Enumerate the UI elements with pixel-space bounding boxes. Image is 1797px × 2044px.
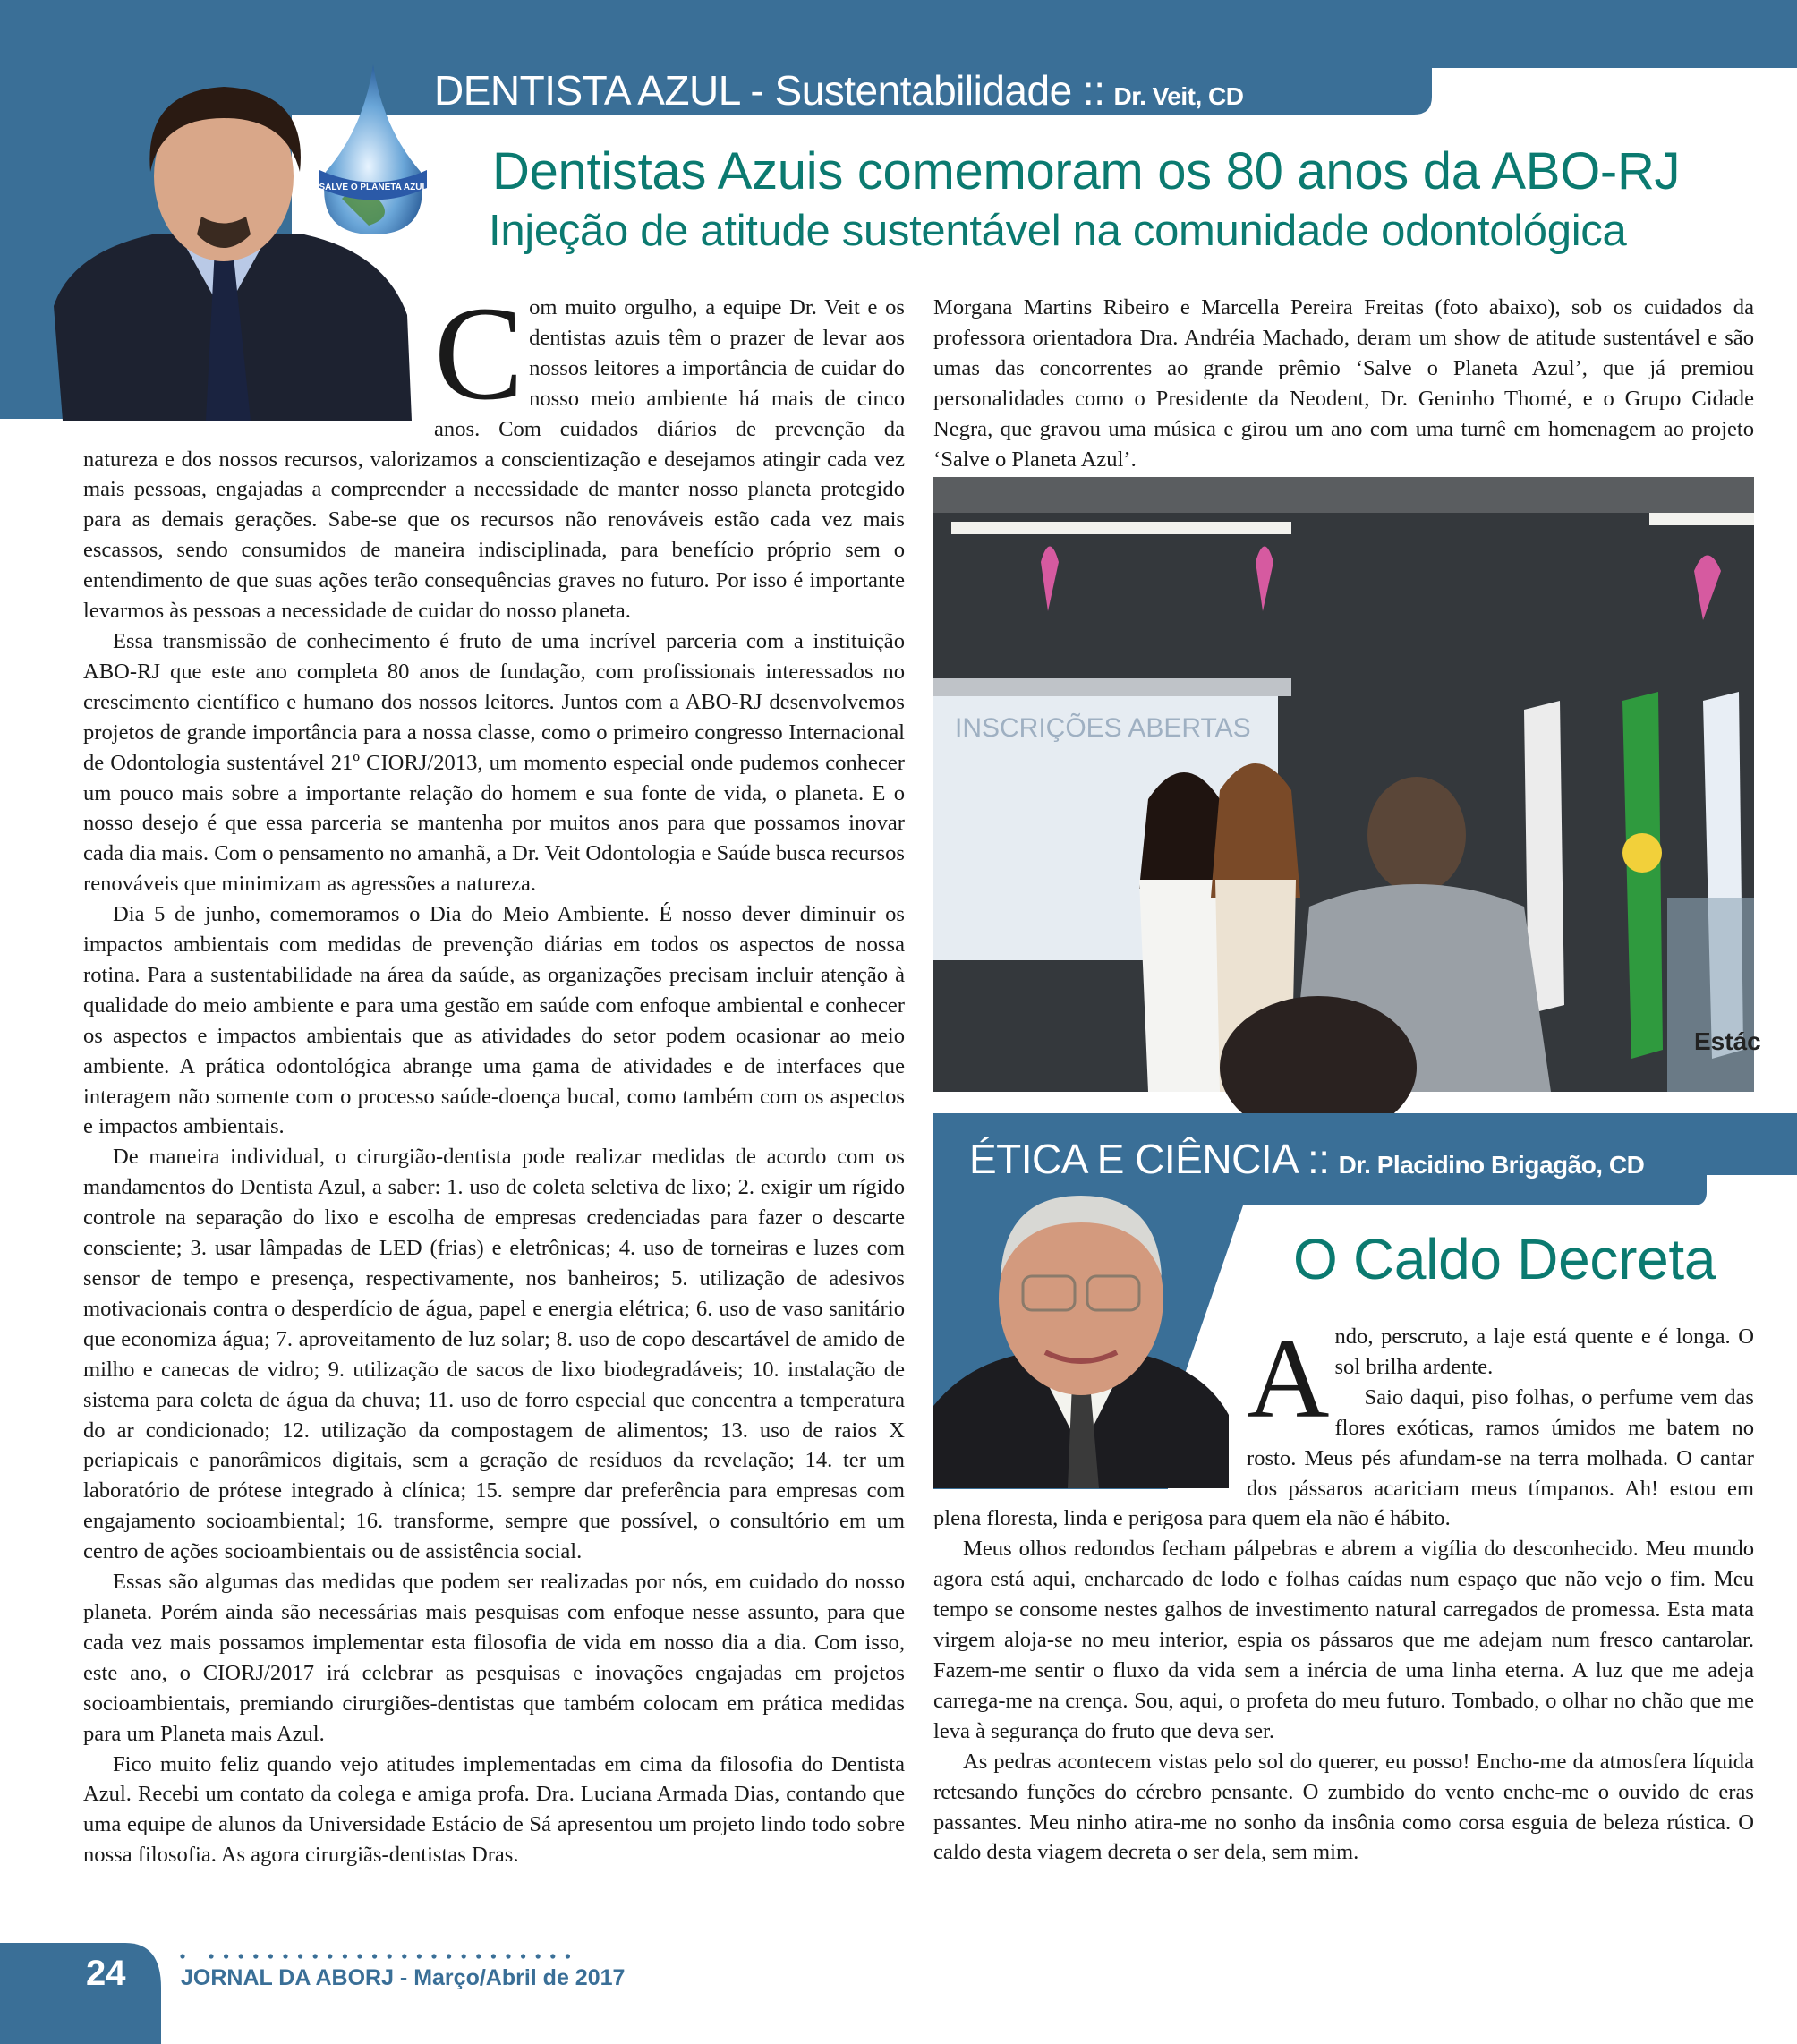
article-right-column bbox=[933, 293, 1754, 474]
article-title: Dentistas Azuis comemoram os 80 anos da ABO-RJ bbox=[492, 142, 1681, 200]
section-title: DENTISTA AZUL - Sustentabilidade :: bbox=[434, 67, 1105, 114]
footer-dot bbox=[372, 1954, 377, 1958]
footer-dot bbox=[447, 1954, 451, 1958]
page-number: 24 bbox=[86, 1954, 126, 1993]
section2-title: ÉTICA E CIÊNCIA :: bbox=[969, 1136, 1330, 1182]
footer-dot bbox=[388, 1954, 392, 1958]
paragraph: De maneira individual, o cirurgião-dentista pode realizar medidas de acordo com os mandamentos do Dentista Azul, a saber: 1. uso de coleta seletiva de lixo; 2. exigir um rígido controle na separação do lixo e escolha de empresas credenciadas para fazer o descarte consciente; 3. usar lâmpadas de LED (frias) e eletrônicas; 4. uso de torneiras e luzes com sensor de tempo e presença, respectivamente, nos banheiros; 5. utilização de adesivos motivacionais contra o desperdício de água, papel e energia elétrica; 6. uso de vaso sanitário que economiza água; 7. aproveitamento de luz solar; 8. uso de copo descartável de amido de milho e canecas de vidro; 9. utilização de sacos de lixo biodegradáveis; 10. instalação de sistema para coleta de água da chuva; 11. uso de forro especial que concentra a temperatura do ar condicionado; 12. utilização da compostagem de alimentos; 13. uso de raios X periapicais e panorâmicos digitais, sem a geração de resíduos da revelação; 14. ter um laboratório de prótese integrado à clínica; 15. sempre dar preferência para empresas com engajamento socioambiental; 16. transforme, sempre que possível, o consultório em um centro de ações socioambientais ou de assistência social. bbox=[83, 1145, 905, 1564]
paragraph: As pedras acontecem vistas pelo sol do querer, eu posso! Encho-me da atmosfera líquida retesando funções do cérebro pensante. O zumbido do vento enche-me o ouvido de eras passantes. Meu ninho atira-me no sonho da insônia como corsa esguia de beleza rústica. O caldo desta viagem decreta o ser dela, sem mim. bbox=[933, 1749, 1754, 1865]
drop-cap: C bbox=[434, 279, 524, 428]
logo-text: SALVE O PLANETA AZUL bbox=[319, 183, 428, 192]
photo-screen-text: INSCRIÇÕES ABERTAS bbox=[955, 713, 1251, 743]
paragraph: Essas são algumas das medidas que podem ser realizadas por nós, em cuidado do nosso planeta. Porém ainda são necessárias mais pesquisas com enfoque nesse assunto, para que cada vez mais possamos implementar esta filosofia de vida em nosso dia a dia. Com isso, este ano, o CIORJ/2017 irá celebrar as pesquisas e inovações engajadas em projetos socioambientais, premiando cirurgiões-dentistas que também colocam em prática medidas para um Planeta mais Azul. bbox=[83, 1570, 905, 1746]
section-author: Dr. Veit, CD bbox=[1113, 82, 1244, 110]
article-subtitle: Injeção de atitude sustentável na comunidade odontológica bbox=[489, 207, 1627, 255]
footer-dot bbox=[417, 1954, 422, 1958]
footer-dot bbox=[224, 1954, 228, 1958]
paragraph: Fico muito feliz quando vejo atitudes implementadas em cima da filosofia do Dentista Azul. Recebi um contato da colega e amiga profa. Dra. Luciana Armada Dias, contando que uma equipe de alunos da Universidade Estácio de Sá apresentou um projeto lindo todo sobre nossa filosofia. As agora cirurgiãs-dentistas Dras. bbox=[83, 1751, 905, 1868]
footer-dot bbox=[476, 1954, 481, 1958]
footer-dot bbox=[209, 1954, 213, 1958]
footer-dot bbox=[239, 1954, 243, 1958]
paragraph: Dia 5 de junho, comemoramos o Dia do Meio Ambiente. É nosso dever diminuir os impactos ambientais com medidas de prevenção diárias em todos os aspectos de nossa rotina. Para a sustentabilidade na área da saúde, as organizações precisam incluir atenção à qualidade do meio ambiente e para uma gestão em saúde com enfoque ambiental e conhecer os aspectos e impactos ambientais que as atividades do setor podem ocasionar ao meio ambiente. A prática odontológica abrange uma gama de atividades e de interfaces que interagem não somente com o processo saúde-doença bucal, como também com os aspectos e impactos ambientais. bbox=[83, 902, 905, 1139]
paragraph: Essa transmissão de conhecimento é fruto de uma incrível parceria com a instituição ABO-RJ que este ano completa 80 anos de fundação, com profissionais interessados no crescimento científico e humano dos nossos leitores. Juntos com a ABO-RJ desenvolvemos projetos de grande importância para a nossa classe, como o primeiro congresso Internacional de Odontologia sustentável 21º CIORJ/2013, um momento especial onde pudemos conhecer um pouco mais sobre a importante relação do homem e sua fonte de vida, o planeta. E o nosso desejo é que essa parceria se mantenha por muitos anos para que possamos inovar cada dia mais. Com o pensamento no amanhã, a Dr. Veit Odontologia e Saúde busca recursos renováveis que minimizam as agressões a natureza. bbox=[83, 628, 905, 897]
footer-dot bbox=[268, 1954, 273, 1958]
footer-dot bbox=[328, 1954, 332, 1958]
footer-dot bbox=[343, 1954, 347, 1958]
footer-dot bbox=[313, 1954, 318, 1958]
paragraph: ndo, perscruto, a laje está quente e é longa. O sol brilha ardente. bbox=[1334, 1324, 1754, 1379]
footer-dot bbox=[506, 1954, 510, 1958]
paragraph: Morgana Martins Ribeiro e Marcella Pereira Freitas (foto abaixo), sob os cuidados da professora orientadora Dra. Andréia Machado, deram um show de atitude sustentável e são umas das concorrentes ao grande prêmio ‘Salve o Planeta Azul’, que já premiou personalidades como o Presidente da Neodent, Dr. Geninho Thomé, e o Grupo Cidade Negra, que gravou uma música e girou um ano com uma turnê em homenagem ao projeto ‘Salve o Planeta Azul’. bbox=[933, 295, 1754, 472]
article2-title: O Caldo Decreta bbox=[1293, 1227, 1716, 1291]
section2-header bbox=[969, 1135, 1644, 1183]
section2-author: Dr. Placidino Brigagão, CD bbox=[1338, 1151, 1645, 1179]
footer-dot bbox=[521, 1954, 525, 1958]
paragraph: Meus olhos redondos fecham pálpebras e abrem a vigília do desconhecido. Meu mundo agora está aqui, encharcado de lodo e folhas caídas num espaço que não vejo o fim. Meu tempo se consome nestes galhos de investimento natural carregados de promessa. Esta mata virgem aloja-se no meu interior, espia os pássaros que me adejam num fresco cantarolar. Fazem-me sentir o fluxo da vida sem a inércia de uma linha eterna. A luz que me adeja carrega-me na crença. Sou, aqui, o profeta do meu futuro. Tombado, o olhar no chão que me leva à segurança do fruto que deva ser. bbox=[933, 1537, 1754, 1743]
footer-dot bbox=[536, 1954, 541, 1958]
footer-page-block bbox=[0, 1943, 161, 2044]
event-photo bbox=[933, 477, 1761, 1092]
section-header bbox=[434, 66, 1243, 115]
footer-dot bbox=[283, 1954, 287, 1958]
journal-name: JORNAL DA ABORJ - Março/Abril de 2017 bbox=[181, 1965, 626, 1990]
paragraph: om muito orgulho, a equipe Dr. Veit e os dentistas azuis têm o prazer de levar aos nossos leitores a importância de cuidar do nosso meio ambiente há mais de cinco anos. Com cuidados diários de prevenção da natureza e dos nossos recursos, valorizamos a conscientização e desejamos atingir cada vez mais pessoas, engajadas a compreender a necessidade de manter nosso planeta protegido para as demais gerações. Sabe-se que os recursos não renováveis estão cada vez mais escassos, sendo consumidos de maneira indisciplinada, para benefício próprio sem o entendimento de que suas ações terão consequências graves no futuro. Por isso é importante levarmos às pessoas a necessidade de cuidar do nosso planeta. bbox=[83, 295, 905, 624]
footer-dot bbox=[357, 1954, 362, 1958]
paragraph: Saio daqui, piso folhas, o perfume vem das flores exóticas, ramos úmidos me batem no rosto. Meus pés afundam-se na terra molhada. O cantar dos pássaros acariciam meus tímpanos. Ah! estou em plena floresta, linda e perigosa para quem ela não é hábito. bbox=[933, 1384, 1754, 1531]
footer-dot bbox=[491, 1954, 496, 1958]
footer-dot bbox=[180, 1954, 184, 1958]
article-left-column bbox=[83, 279, 905, 1870]
footer-dot bbox=[550, 1954, 555, 1958]
footer-dots bbox=[179, 1951, 591, 1962]
drop-cap: A bbox=[1247, 1315, 1330, 1442]
photo-sign-text: Estác bbox=[1694, 1027, 1761, 1055]
footer-dot bbox=[462, 1954, 466, 1958]
footer-dot bbox=[431, 1954, 436, 1958]
footer-dot bbox=[298, 1954, 302, 1958]
salve-o-planeta-azul-logo bbox=[315, 64, 431, 236]
footer-dot bbox=[402, 1954, 406, 1958]
footer-dot bbox=[566, 1954, 570, 1958]
footer-dot bbox=[253, 1954, 258, 1958]
article2-column bbox=[933, 1315, 1754, 1868]
